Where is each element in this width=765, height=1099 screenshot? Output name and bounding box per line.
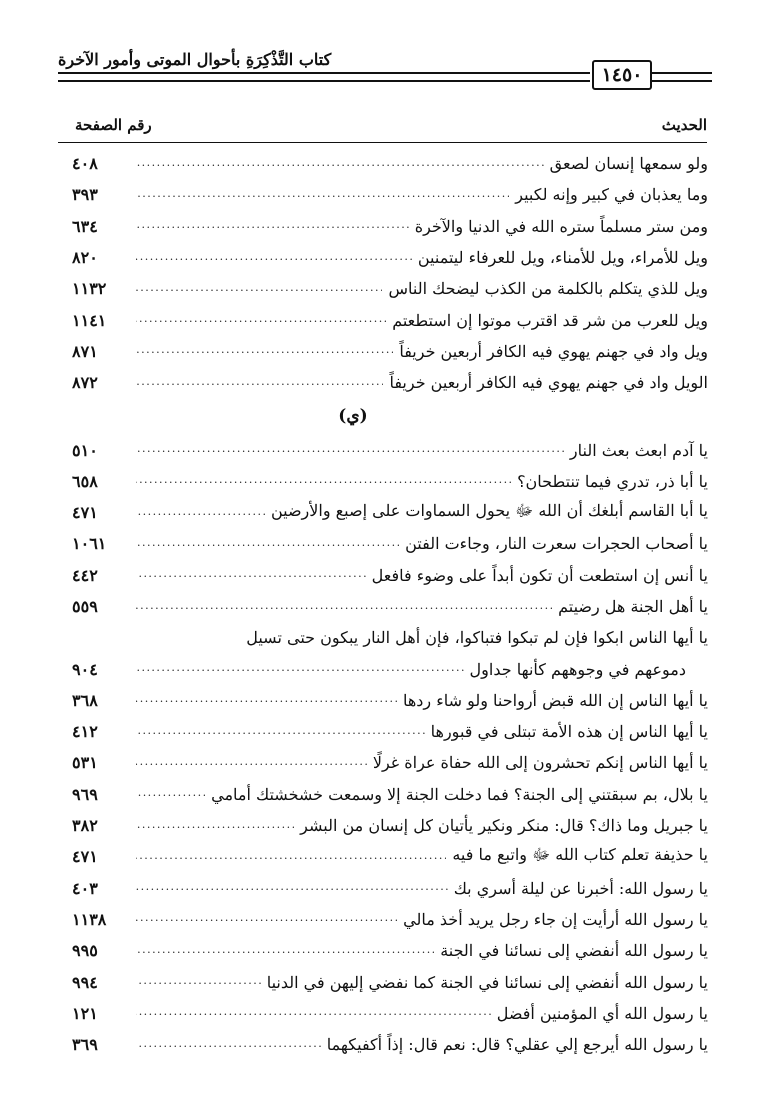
entry-page: ٤٠٨ [72, 154, 98, 174]
index-entry [58, 336, 708, 367]
leader-dots [136, 343, 393, 359]
entry-text: يا رسول الله أرأيت إن جاء رجل يريد أخذ مالي [403, 909, 708, 929]
entry-text: يا جبريل وما ذاك؟ قال: منكر ونكير يأتيان كل إنسان من البشر [300, 816, 708, 836]
leader-dots [136, 505, 265, 521]
entry-text: يا أيها الناس إن الله قبض أرواحنا ولو شاء ردها [402, 690, 708, 710]
header-rule [58, 80, 590, 82]
leader-dots [136, 312, 386, 328]
entry-text: ويل واد في جهنم يهوي فيه الكافر أربعين خريفاً [399, 341, 708, 361]
column-head-hadith: الحديث [661, 116, 707, 134]
index-entry [58, 966, 708, 997]
entry-page: ٥٣١ [72, 753, 98, 773]
index-entry [58, 591, 708, 622]
entry-page: ١١٣٨ [72, 909, 107, 929]
leader-dots [136, 1037, 321, 1053]
entry-page: ٥٥٩ [72, 597, 98, 616]
index-entry [58, 998, 708, 1029]
entry-text: يا آدم ابعث بعث النار [569, 440, 708, 460]
entry-text: يا أنس إن استطعت أن تكون أبداً على وضوء فافعل [371, 565, 708, 585]
index-entry [58, 211, 708, 242]
entry-text: يا رسول الله أي المؤمنين أفضل [496, 1003, 708, 1023]
entry-page: ٤٤٢ [72, 565, 98, 585]
index-entry-continuation [58, 653, 708, 684]
index-entry [58, 685, 708, 716]
entry-page: ٣٦٨ [72, 690, 98, 710]
entry-page: ٤١٢ [72, 722, 98, 742]
leader-dots [136, 536, 399, 552]
leader-dots [136, 692, 397, 708]
book-title: كتاب التَّذْكِرَةِ بأحوال الموتى وأمور الآخرة [58, 50, 332, 69]
entry-page: ٣٨٢ [72, 816, 98, 836]
entry-page: ١١٣٢ [72, 279, 107, 299]
entry-page: ٤٧١ [72, 847, 98, 867]
entry-text: يا أيها الناس ابكوا فإن لم تبكوا فتباكوا، فإن أهل النار يبكون حتى تسيل [246, 628, 708, 648]
column-head-rule [58, 142, 707, 143]
entry-text: دموعهم في وجوههم كأنها جداول [469, 659, 686, 679]
section-letter-ya: (ي) [338, 406, 368, 427]
leader-dots [136, 473, 511, 489]
index-entry [58, 747, 708, 778]
header-rule [652, 80, 712, 82]
index-entry [58, 873, 708, 904]
entry-text: ويل للعرب من شر قد اقترب موتوا إن استطعتم [392, 310, 708, 330]
entry-page: ٣٦٩ [72, 1035, 98, 1055]
entry-page: ٤٧١ [72, 503, 98, 523]
entry-text: يا بلال، بم سبقتني إلى الجنة؟ فما دخلت الجنة إلا وسمعت خشخشتك أمامي [211, 784, 708, 804]
entry-text: يا رسول الله أيرجع إلي عقلي؟ قال: نعم قال: إذاً أكفيكهما [326, 1035, 708, 1055]
page-number: ١٤٥٠ [592, 60, 652, 90]
index-entry [58, 560, 708, 591]
entry-text: يا أهل الجنة هل رضيتم [558, 597, 708, 616]
entry-page: ٣٩٣ [72, 185, 98, 205]
entry-page: ٩٩٤ [72, 972, 98, 992]
entry-page: ٨٧١ [72, 341, 98, 361]
entry-page: ٦٣٤ [72, 216, 98, 236]
entry-text: ولو سمعها إنسان لصعق [549, 154, 708, 174]
index-entry [58, 273, 708, 304]
header-rule [652, 72, 712, 74]
index-entry [58, 434, 708, 465]
entry-text: يا أيها الناس إنكم تحشرون إلى الله حفاة عراة غرلًا [372, 753, 708, 773]
index-entry [58, 179, 708, 210]
index-entry [58, 528, 708, 559]
entry-page: ١١٤١ [72, 310, 107, 330]
leader-dots [136, 187, 509, 203]
leader-dots [136, 250, 412, 266]
index-entries [58, 148, 708, 1060]
column-head-page: رقم الصفحة [75, 116, 152, 134]
leader-dots [136, 281, 382, 297]
entry-page: ٩٠٤ [72, 659, 98, 679]
entry-text: ويل للذي يتكلم بالكلمة من الكذب ليضحك الناس [388, 279, 708, 299]
entry-text: وما يعذبان في كبير وإنه لكبير [515, 185, 708, 205]
entries-group-ya-a [58, 434, 708, 622]
leader-dots [136, 442, 564, 458]
leader-dots [136, 943, 434, 959]
leader-dots [136, 661, 464, 677]
entry-page: ٥١٠ [72, 440, 98, 460]
entry-text: يا أبا القاسم أبلغك أن الله ﷻ يحول السماوات على إصبع والأرضين [270, 501, 708, 521]
header-rule [58, 72, 590, 74]
leader-dots [136, 911, 397, 927]
entry-page: ٤٠٣ [72, 878, 98, 898]
index-entry [58, 367, 708, 398]
entry-text: يا رسول الله أنفضي إلى نسائنا في الجنة كما نفضي إليهن في الدنيا [266, 972, 708, 992]
entry-page: ٩٩٥ [72, 941, 98, 961]
leader-dots [136, 218, 409, 234]
leader-dots [136, 1005, 491, 1021]
entry-text: يا رسول الله أنفضي إلى نسائنا في الجنة [440, 941, 708, 961]
index-entry [58, 242, 708, 273]
index-entry [58, 935, 708, 966]
leader-dots [136, 974, 261, 990]
index-entry [58, 841, 708, 872]
entry-page: ٨٧٢ [72, 373, 98, 393]
leader-dots [136, 724, 425, 740]
leader-dots [136, 599, 552, 615]
entry-page: ١٢١ [72, 1003, 98, 1023]
index-entry [58, 779, 708, 810]
index-entry [58, 716, 708, 747]
leader-dots [136, 818, 294, 834]
entry-text: يا رسول الله: أخبرنا عن ليلة أسري بك [453, 878, 708, 898]
index-entry [58, 466, 708, 497]
leader-dots [136, 375, 383, 391]
entry-page: ١٠٦١ [72, 534, 107, 554]
leader-dots [136, 156, 544, 172]
entry-text: يا حذيفة تعلم كتاب الله ﷻ واتبع ما فيه [452, 845, 708, 865]
entry-text: ومن ستر مسلماً ستره الله في الدنيا والآخرة [414, 216, 708, 236]
leader-dots [136, 786, 205, 802]
index-entry [58, 1029, 708, 1060]
entry-text: الويل واد في جهنم يهوي فيه الكافر أربعين خريفاً [389, 373, 708, 393]
index-entry [58, 810, 708, 841]
leader-dots [136, 880, 448, 896]
entry-page: ٦٥٨ [72, 471, 98, 491]
index-entry [58, 622, 708, 653]
entry-text: ويل للأمراء، ويل للأمناء، ويل للعرفاء ليتمنين [417, 248, 708, 268]
leader-dots [136, 849, 446, 865]
index-entry [58, 304, 708, 335]
entry-page: ٩٦٩ [72, 784, 98, 804]
index-entry [58, 148, 708, 179]
index-entry [58, 904, 708, 935]
entry-text: يا أبا ذر، تدري فيما تنتطحان؟ [517, 471, 708, 491]
entry-page: ٨٢٠ [72, 248, 98, 268]
entries-group-waw [58, 148, 708, 398]
leader-dots [136, 567, 366, 583]
index-entry [58, 497, 708, 528]
leader-dots [136, 755, 367, 771]
entries-group-ya-b [58, 685, 708, 1061]
entry-text: يا أيها الناس إن هذه الأمة تبتلى في قبورها [430, 722, 708, 742]
entry-text: يا أصحاب الحجرات سعرت النار، وجاءت الفتن [405, 534, 708, 554]
